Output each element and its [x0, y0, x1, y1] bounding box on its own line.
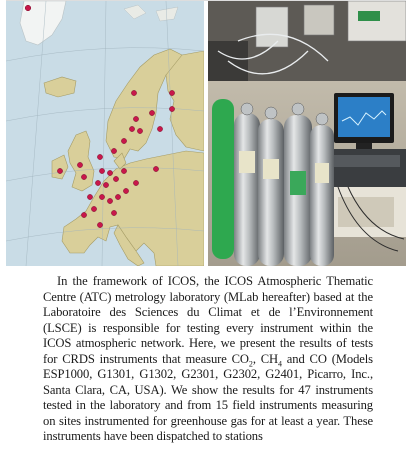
station-marker [131, 90, 136, 95]
subscript-co2: 2 [248, 359, 253, 369]
station-marker [133, 116, 138, 121]
gas-cylinder [234, 113, 260, 266]
cylinder-label [263, 159, 279, 179]
monitor-screen [338, 97, 390, 137]
station-marker [121, 138, 126, 143]
instrument-display [358, 11, 380, 21]
station-marker [111, 210, 116, 215]
green-cylinder [212, 99, 234, 259]
regulator [292, 103, 304, 115]
gas-cylinder [310, 125, 334, 266]
station-marker [99, 194, 104, 199]
subscript-ch4: 4 [278, 359, 282, 369]
station-marker [111, 148, 116, 153]
abstract-part-2: , CH [252, 351, 279, 366]
abstract-part-3: and CO (Models ESP1000, G1301, G1302, G2301, G2302, G2401, Picarro, Inc., Santa Clara, CA, USA). We show the results for 47 instruments tested in the laboratory and from 15 field instruments measuring on sites instrumented for greenhouse gas for at least a year. These instruments have been dispatched to stations [43, 351, 373, 443]
station-marker [77, 162, 82, 167]
abstract-part-1: In the framework of ICOS, the ICOS Atmospheric Thematic Centre (ATC) metrology laboratory (MLab hereafter) based at the Laboratoire des Sciences du Climat et de l’Environnement (LSCE) is responsible for testing every instrument within the ICOS atmospheric network. Here, we present the results of tests for CRDS instruments that measure CO [43, 274, 373, 366]
monitor-stand [356, 143, 372, 149]
station-marker [115, 194, 120, 199]
station-marker [107, 170, 112, 175]
station-marker [87, 194, 92, 199]
regulator [265, 107, 277, 119]
station-marker [25, 5, 31, 11]
station-marker [57, 168, 62, 173]
abstract-text [43, 274, 373, 445]
europe-station-map [6, 1, 204, 266]
map-svg [6, 1, 204, 266]
graphical-abstract-figure [6, 0, 406, 266]
regulator [316, 113, 328, 125]
station-marker [91, 206, 96, 211]
station-marker [123, 188, 128, 193]
gas-cylinder [258, 119, 284, 266]
instrument-box [304, 5, 334, 35]
cylinder-label [315, 163, 329, 183]
station-marker [157, 126, 162, 131]
station-marker [99, 168, 104, 173]
instrument-box [256, 7, 288, 47]
station-marker [153, 166, 158, 171]
station-marker [97, 154, 102, 159]
station-marker [137, 128, 142, 133]
abstract-paragraph [43, 274, 373, 445]
station-marker [121, 168, 126, 173]
station-marker [149, 110, 154, 115]
photo-svg [208, 1, 406, 266]
station-marker [95, 180, 100, 185]
station-marker [81, 174, 86, 179]
station-marker [97, 222, 102, 227]
cylinder-label [290, 171, 306, 195]
station-marker [107, 198, 112, 203]
analyzer-panel [334, 155, 400, 167]
station-marker [169, 106, 174, 111]
station-marker [103, 182, 108, 187]
station-marker [133, 180, 138, 185]
station-marker [81, 212, 86, 217]
station-marker [113, 176, 118, 181]
cylinder-label [239, 151, 255, 173]
regulator [241, 103, 253, 115]
station-marker [129, 126, 134, 131]
station-marker [169, 90, 174, 95]
mlab-laboratory-photo [208, 1, 406, 266]
analyzer-box [328, 149, 406, 187]
bench-cabinet [338, 197, 394, 227]
